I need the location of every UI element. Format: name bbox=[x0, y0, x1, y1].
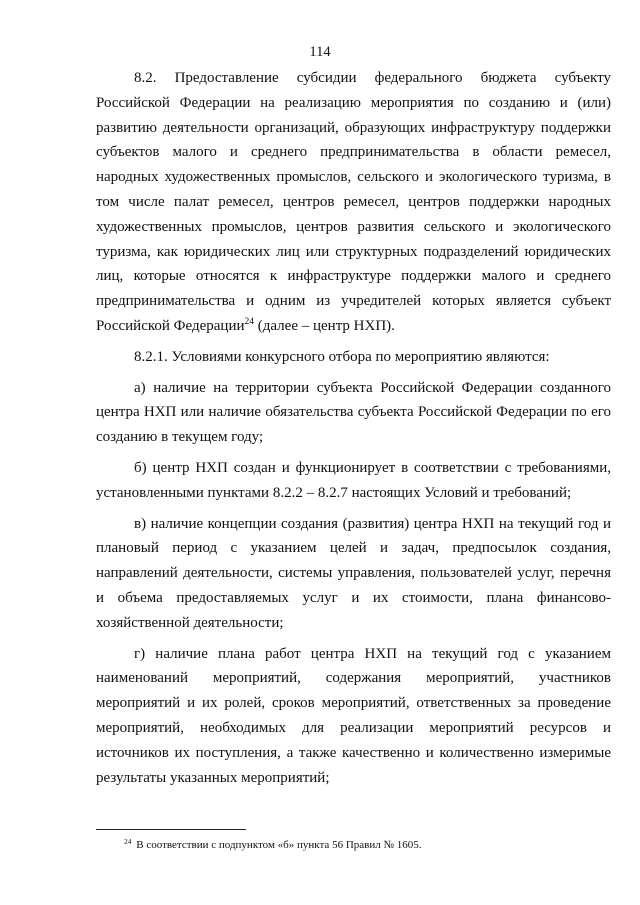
footnote-mark: 24 bbox=[124, 837, 132, 846]
paragraph-8-2-tail: (далее – центр НХП). bbox=[254, 317, 395, 334]
paragraph-item-b: б) центр НХП создан и функционирует в соответствии с требованиями, установленными пунктами 8.2.2 – 8.2.7 настоящих Условий и требований; bbox=[96, 459, 611, 501]
footnote-text: В соответствии с подпунктом «б» пункта 56 Правил № 1605. bbox=[133, 839, 422, 851]
footnote-reference-24[interactable]: 24 bbox=[244, 316, 255, 327]
paragraph-8-2-text: 8.2. Предоставление субсидии федерального бюджета субъекту Российской Федерации на реализацию мероприятия по созданию и (или) развитию деятельности организаций, образующих инфраструктуру поддержки субъектов малого и среднего предпринимательства в области ремесел, народных художественных промыслов, сельского и экологического туризма, в том числе палат ремесел, центров ремесел, центров поддержки народных художественных промыслов, центров развития сельского и экологического туризма, как юридических лиц или структурных подразделений юридических лиц, которые относятся к инфраструктуре поддержки малого и среднего предпринимательства и одним из учредителей которых является субъект Российской Федерации bbox=[96, 70, 611, 334]
paragraph-item-a: а) наличие на территории субъекта Российской Федерации созданного центра НХП или наличие обязательства субъекта Российской Федерации по его созданию в текущем году; bbox=[96, 379, 611, 446]
footnote bbox=[124, 838, 604, 852]
paragraph-8-2-1: 8.2.1. Условиями конкурсного отбора по мероприятию являются: bbox=[134, 348, 550, 365]
paragraph-item-v: в) наличие концепции создания (развития) центра НХП на текущий год и плановый период с указанием целей и задач, предпосылок создания, направлений деятельности, системы управления, пользователей услуг, перечня и объема предоставляемых услуг и их стоимости, плана финансово-хозяйственной деятельности; bbox=[96, 515, 611, 631]
page-number: 114 bbox=[309, 44, 331, 60]
paragraph-8-2 bbox=[96, 66, 611, 339]
footnote-divider bbox=[96, 829, 246, 830]
paragraph-item-g: г) наличие плана работ центра НХП на текущий год с указанием наименований мероприятий, содержания мероприятий, участников мероприятий и их ролей, сроков мероприятий, ответственных за проведение мероприятий, необходимых для реализации мероприятий ресурсов и источников их поступления, а также качественно и количественно измеримые результаты указанных мероприятий; bbox=[96, 645, 611, 786]
body-text bbox=[96, 66, 611, 794]
